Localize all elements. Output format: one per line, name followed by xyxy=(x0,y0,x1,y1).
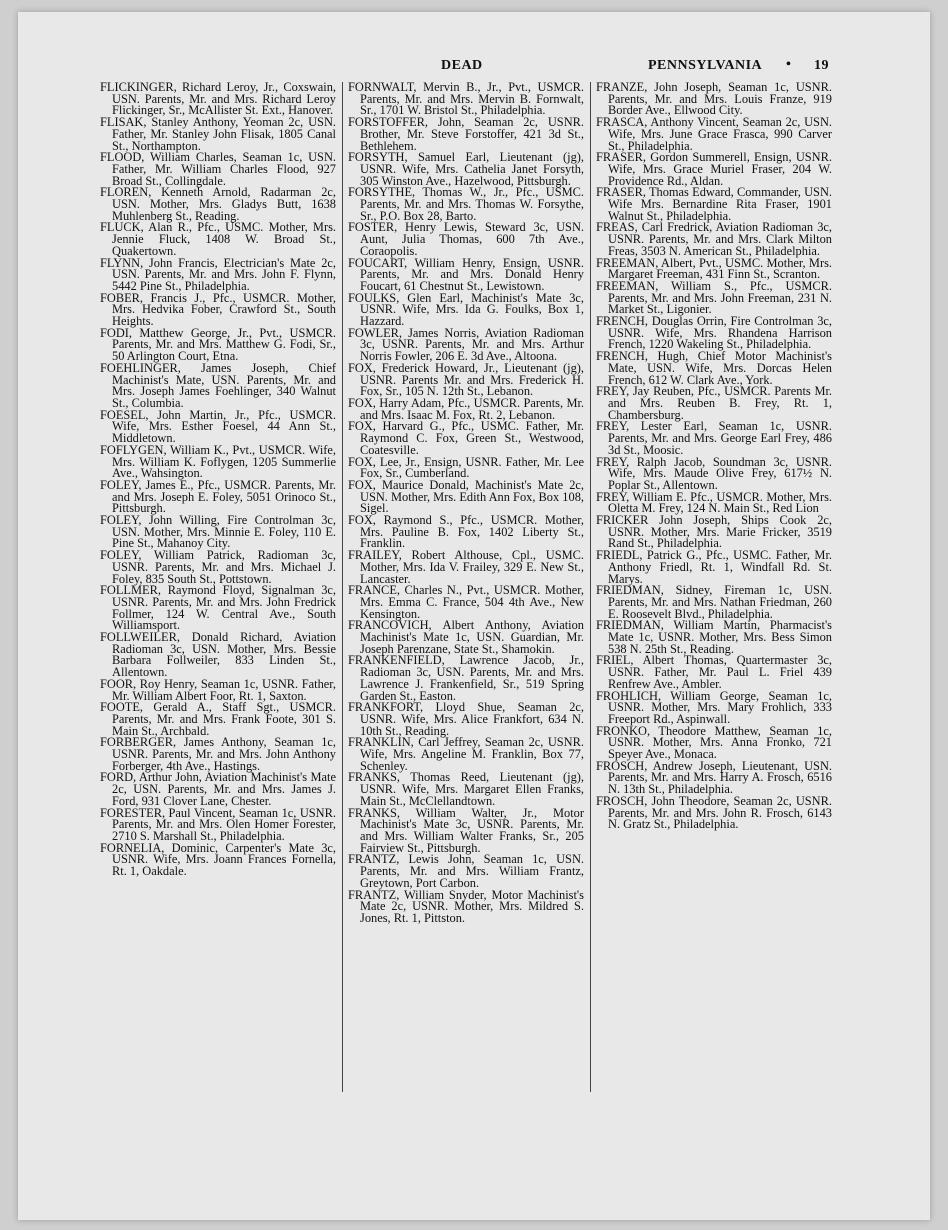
casualty-entry: FROHLICH, William George, Seaman 1c, USNR. Mother, Mrs. Mary Frohlich, 333 Freeport Rd., Aspinwall. xyxy=(596,688,832,726)
casualty-entry: FREEMAN, Albert, Pvt., USMC. Mother, Mrs. Margaret Freeman, 431 Finn St., Scranton. xyxy=(596,255,832,282)
casualty-entry: FOOTE, Gerald A., Staff Sgt., USMCR. Parents, Mr. and Mrs. Frank Foote, 301 S. Main St., Archbald. xyxy=(100,700,336,738)
casualty-entry: FOULKS, Glen Earl, Machinist's Mate 3c, USNR. Wife, Mrs. Ida G. Foulks, Box 1, Hazzard. xyxy=(348,290,584,329)
casualty-entry: FODI, Matthew George, Jr., Pvt., USMCR. Parents, Mr. and Mrs. Matthew G. Fodi, Sr., 50 Arlington Court, Etna. xyxy=(100,325,336,364)
casualty-entry: FRICKER John Joseph, Ships Cook 2c, USNR. Mother, Mrs. Marie Fricker, 3519 Rand St., Philadelphia. xyxy=(596,513,832,551)
casualty-entry: FLICKINGER, Richard Leroy, Jr., Coxswain, USN. Parents, Mr. and Mrs. Richard Leroy Flickinger, Sr., McAllister St. Ext., Hanover. xyxy=(100,80,336,118)
page-number: 19 xyxy=(814,58,829,73)
casualty-entry: FOLEY, John Willing, Fire Controlman 3c, USN. Mother, Mrs. Minnie E. Foley, 110 E. Pine St., Mahanoy City. xyxy=(100,513,336,551)
column-2 xyxy=(348,82,584,925)
column-divider xyxy=(590,82,591,1092)
casualty-entry: FRENCH, Hugh, Chief Motor Machinist's Mate, USN. Wife, Mrs. Dorcas Helen French, 612 W. Clark Ave., York. xyxy=(596,349,832,387)
casualty-entry: FORESTER, Paul Vincent, Seaman 1c, USNR. Parents, Mr. and Mrs. Olen Homer Forester, 2710 S. Marshall St., Philadelphia. xyxy=(100,805,336,843)
casualty-entry: FRANTZ, William Snyder, Motor Machinist's Mate 2c, USNR. Mother, Mrs. Mildred S. Jones, Rt. 1, Pittston. xyxy=(348,887,584,925)
casualty-entry: FORD, Arthur John, Aviation Machinist's Mate 2c, USN. Parents, Mr. and Mrs. James J. Ford, 931 Clover Lane, Chester. xyxy=(100,770,336,808)
casualty-entry: FRASER, Gordon Summerell, Ensign, USNR. Wife, Mrs. Grace Muriel Fraser, 204 W. Providence Rd., Aldan. xyxy=(596,150,832,188)
casualty-entry: FORNWALT, Mervin B., Jr., Pvt., USMCR. Parents, Mr. and Mrs. Mervin B. Fornwalt, Sr., 1701 W. Bristol St., Philadelphia. xyxy=(348,80,584,118)
casualty-entry: FLOOD, William Charles, Seaman 1c, USN. Father, Mr. William Charles Flood, 927 Broad St., Collingdale. xyxy=(100,150,336,188)
casualty-entry: FLYNN, John Francis, Electrician's Mate 2c, USN. Parents, Mr. and Mrs. John F. Flynn, 5442 Pine St., Philadelphia. xyxy=(100,255,336,293)
casualty-entry: FRANTZ, Lewis John, Seaman 1c, USN. Parents, Mr. and Mrs. William Frantz, Greytown, Port Carbon. xyxy=(348,852,584,890)
casualty-entry: FORSYTHE, Thomas W., Jr., Pfc., USMC. Parents, Mr. and Mrs. Thomas W. Forsythe, Sr., P.O. Box 28, Barto. xyxy=(348,185,584,223)
casualty-entry: FOUCART, William Henry, Ensign, USNR. Parents, Mr. and Mrs. Donald Henry Foucart, 61 Chestnut St., Lewistown. xyxy=(348,255,584,293)
section-title: DEAD xyxy=(441,58,483,73)
casualty-entry: FRIEDMAN, William Martin, Pharmacist's Mate 1c, USNR. Mother, Mrs. Bess Simon 538 N. 25th St., Reading. xyxy=(596,618,832,656)
casualty-entry: FLUCK, Alan R., Pfc., USMC. Mother, Mrs. Jennie Fluck, 1408 W. Broad St., Quakertown. xyxy=(100,220,336,258)
casualty-entry: FOLLWEILER, Donald Richard, Aviation Radioman 3c, USN. Mother, Mrs. Bessie Barbara Follweiler, 833 Linden St., Allentown. xyxy=(100,630,336,680)
casualty-entry: FRANCE, Charles N., Pvt., USMCR. Mother, Mrs. Emma C. France, 504 4th Ave., New Kensington. xyxy=(348,583,584,621)
casualty-entry: FOESEL, John Martin, Jr., Pfc., USMCR. Wife, Mrs. Esther Foesel, 44 Ann St., Middletown. xyxy=(100,407,336,446)
casualty-entry: FOEHLINGER, James Joseph, Chief Machinist's Mate, USN. Parents, Mr. and Mrs. Joseph James Foehlinger, 340 Walnut St., Columbia. xyxy=(100,360,336,410)
bullet-icon: • xyxy=(786,57,792,72)
casualty-entry: FRANKS, Thomas Reed, Lieutenant (jg), USNR. Wife, Mrs. Margaret Ellen Franks, Main St., McClellandtown. xyxy=(348,770,584,808)
casualty-entry: FORSTOFFER, John, Seaman 2c, USNR. Brother, Mr. Steve Forstoffer, 421 3d St., Bethlehem. xyxy=(348,115,584,153)
casualty-entry: FRAILEY, Robert Althouse, Cpl., USMC. Mother, Mrs. Ida V. Frailey, 329 E. New St., Lancaster. xyxy=(348,548,584,586)
casualty-entry: FOLLMER, Raymond Floyd, Signalman 3c, USNR. Parents, Mr. and Mrs. John Fredrick Follmer, 124 W. Central Ave., South Williamsport. xyxy=(100,583,336,633)
casualty-entry: FREY, Lester Earl, Seaman 1c, USNR. Parents, Mr. and Mrs. George Earl Frey, 486 3d St., Moosic. xyxy=(596,419,832,457)
page-header xyxy=(0,58,948,80)
casualty-entry: FREAS, Carl Fredrick, Aviation Radioman 3c, USNR. Parents, Mr. and Mrs. Clark Milton Freas, 3503 N. American St., Philadelphia. xyxy=(596,220,832,258)
casualty-entry: FREY, Ralph Jacob, Soundman 3c, USNR. Wife, Mrs. Maude Olive Frey, 617½ N. Poplar St., Allentown. xyxy=(596,454,832,492)
casualty-entry: FOLEY, James E., Pfc., USMCR. Parents, Mr. and Mrs. Joseph E. Foley, 5051 Orinoco St., Pittsburgh. xyxy=(100,477,336,516)
casualty-entry: FOX, Raymond S., Pfc., USMCR. Mother, Mrs. Pauline B. Fox, 1402 Liberty St., Franklin. xyxy=(348,513,584,551)
casualty-entry: FRANKLIN, Carl Jeffrey, Seaman 2c, USNR. Wife, Mrs. Angeline M. Franklin, Box 77, Schenley. xyxy=(348,735,584,773)
casualty-entry: FORSYTH, Samuel Earl, Lieutenant (jg), USNR. Wife, Mrs. Cathelia Janet Forsyth, 305 Winston Ave., Hazelwood, Pittsburgh. xyxy=(348,150,584,188)
casualty-entry: FOSTER, Henry Lewis, Steward 3c, USN. Aunt, Julia Thomas, 600 7th Ave., Coraopolis. xyxy=(348,220,584,258)
casualty-entry: FOFLYGEN, William K., Pvt., USMCR. Wife, Mrs. William K. Foflygen, 1205 Summerlie Ave., Wahsington. xyxy=(100,442,336,481)
state-title: PENNSYLVANIA xyxy=(648,58,763,73)
casualty-entry: FREEMAN, William S., Pfc., USMCR. Parents, Mr. and Mrs. John Freeman, 231 N. Market St., Ligonier. xyxy=(596,278,832,317)
casualty-entry: FRIEL, Albert Thomas, Quartermaster 3c, USNR. Father, Mr. Paul L. Friel 439 Renfrew Ave., Ambler. xyxy=(596,653,832,691)
casualty-entry: FLISAK, Stanley Anthony, Yeoman 2c, USN. Father, Mr. Stanley John Flisak, 1805 Canal St., Northampton. xyxy=(100,115,336,153)
casualty-entry: FOLEY, William Patrick, Radioman 3c, USNR. Parents, Mr. and Mrs. Michael J. Foley, 835 South St., Pottstown. xyxy=(100,548,336,586)
casualty-entry: FLOREN, Kenneth Arnold, Radarman 2c, USN. Mother, Mrs. Gladys Butt, 1638 Muhlenberg St., Reading. xyxy=(100,185,336,223)
casualty-entry: FRANKS, William Walter, Jr., Motor Machinist's Mate 3c, USNR. Parents, Mr. and Mrs. William Walter Franks, Sr., 205 Fairview St., Pittsburgh. xyxy=(348,805,584,855)
casualty-entry: FREY, William E. Pfc., USMCR. Mother, Mrs. Oletta M. Frey, 124 N. Main St., Red Lion xyxy=(596,489,832,516)
casualty-entry: FRASCA, Anthony Vincent, Seaman 2c, USN. Wife, Mrs. June Grace Frasca, 990 Carver St., Philadelphia. xyxy=(596,115,832,153)
casualty-entry: FOBER, Francis J., Pfc., USMCR. Mother, Mrs. Hedvika Fober, Crawford St., South Heights. xyxy=(100,290,336,329)
casualty-entry: FROSCH, John Theodore, Seaman 2c, USNR. Parents, Mr. and Mrs. John R. Frosch, 6143 N. Gratz St., Philadelphia. xyxy=(596,793,832,832)
casualty-entry: FOX, Maurice Donald, Machinist's Mate 2c, USN. Mother, Mrs. Edith Ann Fox, Box 108, Sigel. xyxy=(348,477,584,516)
casualty-entry: FROSCH, Andrew Joseph, Lieutenant, USN. Parents, Mr. and Mrs. Harry A. Frosch, 6516 N. 13th St., Philadelphia. xyxy=(596,758,832,797)
casualty-entry: FRONKO, Theodore Matthew, Seaman 1c, USNR. Mother, Mrs. Anna Fronko, 721 Speyer Ave., Monaca. xyxy=(596,723,832,762)
casualty-entry: FORNELIA, Dominic, Carpenter's Mate 3c, USNR. Wife, Mrs. Joann Frances Fornella, Rt. 1, Oakdale. xyxy=(100,840,336,879)
column-3 xyxy=(596,82,832,831)
column-1 xyxy=(100,82,336,878)
casualty-entry: FOX, Lee, Jr., Ensign, USNR. Father, Mr. Lee Fox, Sr., Cumberland. xyxy=(348,454,584,481)
casualty-entry: FOX, Harry Adam, Pfc., USMCR. Parents, Mr. and Mrs. Isaac M. Fox, Rt. 2, Lebanon. xyxy=(348,395,584,422)
casualty-entry: FOX, Frederick Howard, Jr., Lieutenant (jg), USNR. Parents Mr. and Mrs. Frederick H. Fox, Sr., 105 N. 12th St., Lebanon. xyxy=(348,360,584,399)
casualty-entry: FRIEDL, Patrick G., Pfc., USMC. Father, Mr. Anthony Friedl, Rt. 1, Windfall Rd. St. Marys. xyxy=(596,548,832,586)
casualty-entry: FRANZE, John Joseph, Seaman 1c, USNR. Parents, Mr. and Mrs. Louis Franze, 919 Border Ave., Ellwood City. xyxy=(596,80,832,118)
casualty-entry: FOX, Harvard G., Pfc., USMC. Father, Mr. Raymond C. Fox, Green St., Westwood, Coatesville. xyxy=(348,419,584,457)
casualty-entry: FOOR, Roy Henry, Seaman 1c, USNR. Father, Mr. William Albert Foor, Rt. 1, Saxton. xyxy=(100,676,336,703)
casualty-entry: FRENCH, Douglas Orrin, Fire Controlman 3c, USNR. Wife, Mrs. Rhandena Harrison French, 1220 Wakeling St., Philadelphia. xyxy=(596,314,832,352)
casualty-entry: FRANCOVICH, Albert Anthony, Aviation Machinist's Mate 1c, USN. Guardian, Mr. Joseph Parenzane, State St., Shamokin. xyxy=(348,618,584,656)
casualty-entry: FOWLER, James Norris, Aviation Radioman 3c, USNR. Parents, Mr. and Mrs. Arthur Norris Fowler, 206 E. 3d Ave., Altoona. xyxy=(348,325,584,364)
casualty-entry: FRANKENFIELD, Lawrence Jacob, Jr., Radioman 3c, USN. Parents, Mr. and Mrs. Lawrence J. Frankenfield, Sr., 519 Spring Garden St., Easton. xyxy=(348,653,584,703)
casualty-entry: FRANKFORT, Lloyd Shue, Seaman 2c, USNR. Wife, Mrs. Alice Frankfort, 634 N. 10th St., Reading. xyxy=(348,700,584,738)
column-divider xyxy=(342,82,343,1092)
casualty-entry: FRASER, Thomas Edward, Commander, USN. Wife Mrs. Bernardine Rita Fraser, 1901 Walnut St., Philadelphia. xyxy=(596,185,832,223)
casualty-entry: FREY, Jay Reuben, Pfc., USMCR. Parents Mr. and Mrs. Reuben B. Frey, Rt. 1, Chambersburg. xyxy=(596,384,832,422)
casualty-entry: FORBERGER, James Anthony, Seaman 1c, USNR. Parents, Mr. and Mrs. John Anthony Forberger, 4th Ave., Hastings. xyxy=(100,735,336,773)
casualty-entry: FRIEDMAN, Sidney, Fireman 1c, USN. Parents, Mr. and Mrs. Nathan Friedman, 260 E. Roosevelt Blvd., Philadelphia. xyxy=(596,583,832,621)
